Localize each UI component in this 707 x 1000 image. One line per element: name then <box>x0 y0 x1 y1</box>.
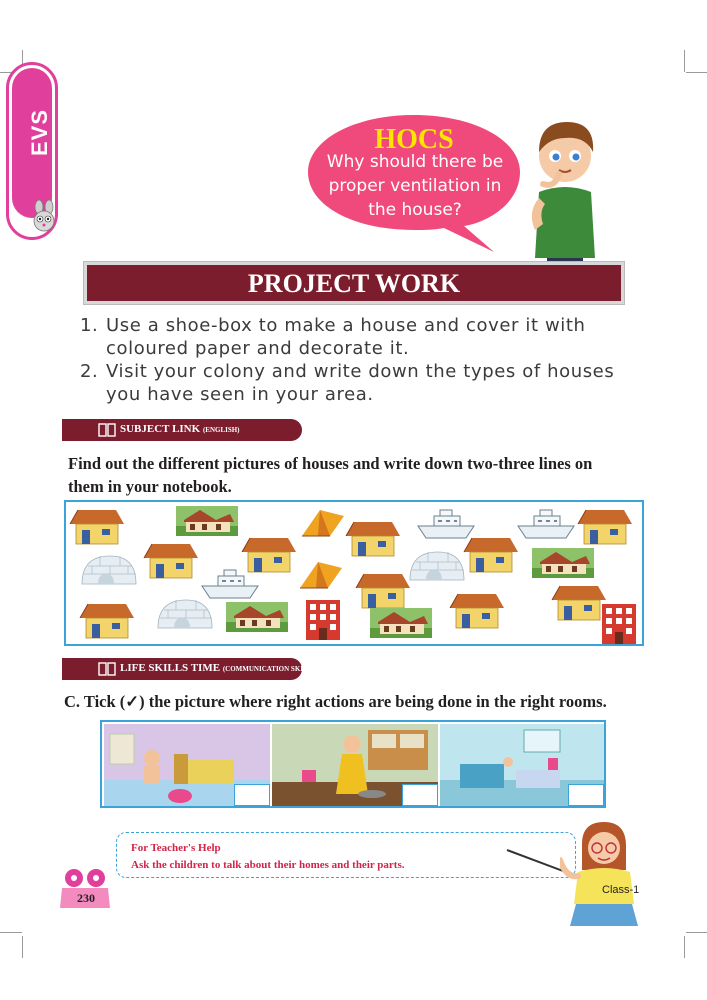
instruction-line: Find out the different pictures of houses and write down two-three lines on <box>68 454 593 473</box>
subject-link-label <box>120 423 240 435</box>
hocs-speech-bubble <box>304 110 524 250</box>
room-picture-kitchen <box>272 724 438 806</box>
room-picture-living-room <box>440 724 604 806</box>
rooms-picture-box <box>100 720 606 808</box>
class-label: Class-1 <box>602 884 640 896</box>
hocs-question-line: Why should there be <box>326 152 504 172</box>
project-work-title: PROJECT WORK <box>247 269 461 298</box>
page-number: 230 <box>77 891 95 905</box>
mouse-mascot-icon <box>29 199 59 235</box>
instruction-line: them in your notebook. <box>68 477 232 496</box>
hut-house-icon <box>552 586 606 620</box>
life-skills-sub-label: (COMMUNICATION SKILLS) <box>222 665 319 673</box>
crop-mark <box>684 50 685 72</box>
hut-house-icon <box>144 544 198 578</box>
project-item-text <box>106 360 646 406</box>
houseboat-icon <box>518 510 574 538</box>
hocs-question-line: the house? <box>368 200 462 220</box>
teachers-help-text: Ask the children to talk about their homes and their parts. <box>131 859 405 871</box>
book-link-icon <box>98 422 116 438</box>
life-skills-label <box>120 662 319 674</box>
project-item-line: Visit your colony and write down the types of houses <box>106 361 615 382</box>
hut-house-icon <box>450 594 504 628</box>
hocs-question-line: proper ventilation in <box>328 176 502 196</box>
tick-answer-box[interactable] <box>402 784 438 806</box>
apartment-building-icon <box>306 600 340 640</box>
subject-link-instruction <box>68 452 658 498</box>
houseboat-icon <box>418 510 474 538</box>
hut-house-icon <box>242 538 296 572</box>
hut-house-icon <box>578 510 632 544</box>
tent-icon <box>300 562 342 588</box>
subject-link-label-text: SUBJECT LINK <box>120 423 201 435</box>
project-item-line: Use a shoe-box to make a house and cover it with <box>106 315 586 336</box>
project-item-number: 2. <box>80 361 99 382</box>
project-item-number: 1. <box>80 315 99 336</box>
houses-collage <box>66 502 642 644</box>
crop-mark <box>684 936 685 958</box>
hocs-question <box>310 150 520 222</box>
hut-house-icon <box>80 604 134 638</box>
hut-house-icon <box>70 510 124 544</box>
bungalow-house-icon <box>226 602 288 632</box>
project-work-banner <box>84 262 624 304</box>
tick-answer-box[interactable] <box>568 784 604 806</box>
crop-mark <box>686 72 707 73</box>
crop-mark <box>0 932 22 933</box>
teachers-help-heading: For Teacher's Help <box>131 842 221 854</box>
igloo-icon <box>158 600 212 628</box>
igloo-icon <box>82 556 136 584</box>
subject-link-sub-label: (ENGLISH) <box>202 426 240 434</box>
bungalow-house-icon <box>532 548 594 578</box>
evs-label: EVS <box>27 108 52 156</box>
project-item-line: coloured paper and decorate it. <box>106 338 410 359</box>
tent-icon <box>302 510 344 536</box>
hocs-title: HOCS <box>374 124 454 155</box>
project-item-line: you have seen in your area. <box>106 384 374 405</box>
teacher-illustration <box>560 820 650 928</box>
tick-answer-box[interactable] <box>234 784 270 806</box>
bungalow-house-icon <box>370 608 432 638</box>
project-item-text <box>106 314 646 360</box>
project-item <box>80 360 640 406</box>
houseboat-icon <box>202 570 258 598</box>
life-skills-label-text: LIFE SKILLS TIME <box>120 662 221 674</box>
book-link-icon <box>98 661 116 677</box>
hut-house-icon <box>346 522 400 556</box>
crop-mark <box>686 932 707 933</box>
life-skills-instruction: C. Tick (✓) the picture where right actions are being done in the right rooms. <box>64 692 607 711</box>
thinking-boy-illustration <box>525 112 605 262</box>
crop-mark <box>22 936 23 958</box>
hut-house-icon <box>356 574 410 608</box>
igloo-icon <box>410 552 464 580</box>
apartment-building-icon <box>602 604 636 644</box>
evs-tab-fill <box>12 68 52 218</box>
life-skills-header <box>62 658 319 680</box>
houses-picture-box <box>64 500 644 646</box>
room-picture-bedroom <box>104 724 270 806</box>
bungalow-house-icon <box>176 506 238 536</box>
subject-link-header <box>62 419 302 441</box>
project-item <box>80 314 640 360</box>
evs-side-tab <box>6 62 58 240</box>
hut-house-icon <box>464 538 518 572</box>
